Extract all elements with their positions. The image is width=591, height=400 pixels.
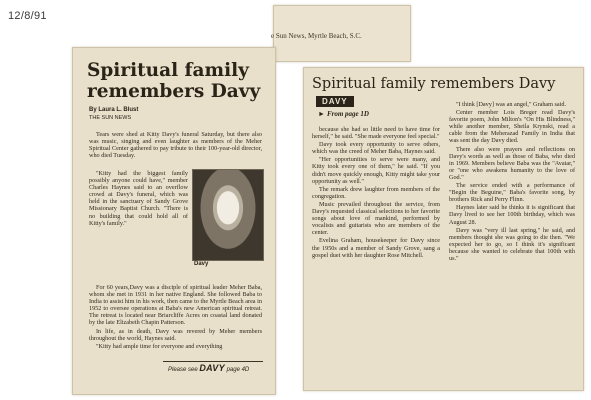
jump-reference bbox=[168, 363, 249, 373]
paragraph: because she had so little need to have time for herself," he said. "She made everyone feel special." bbox=[312, 126, 440, 141]
paragraph: Tears were shed at Kitty Davy's funeral Saturday, but there also was music, singing and even laughter as members of the Meher Spiritual Center gathered to pay tribute to their 100-year-old director, who died Tuesday. bbox=[89, 131, 262, 160]
paragraph: For 60 years,Davy was a disciple of spiritual leader Meher Baba, whom she met in 1931 in her native England. She followed Baba to India to assist him in his work, then came to the Myrtle Beach area in 1952 to oversee operations at Baba's new American spiritual retreat. The retreat is located near Briarcliffe Acres on coastal land donated by the late Elizabeth Chapin Patterson. bbox=[89, 284, 262, 327]
jump-post: page 4D bbox=[226, 367, 250, 373]
paragraph: "Her opportunities to serve were many, and Kitty took every one of them," he said. "If you didn't move quickly enough, Kitty might take your opportunity as well." bbox=[312, 156, 440, 185]
paragraph: The service ended with a performance of "Begin the Beguine," Baba's favorite song, by brothers Rick and Perry Flinn. bbox=[449, 182, 575, 204]
from-page-label: ► From page 1D bbox=[318, 110, 369, 118]
article-clipping-front bbox=[72, 47, 276, 395]
continued-column-1 bbox=[312, 126, 440, 260]
article-body-continued bbox=[89, 284, 262, 351]
paragraph: Evelina Graham, housekeeper for Davy since the 1950s and a member of Sandy Grove, sang a gospel duet with her daughter Rose Mitchell. bbox=[312, 237, 440, 259]
article-headline: Spiritual family remembers Davy bbox=[87, 60, 261, 102]
photo-caption: Davy bbox=[194, 261, 209, 267]
handwritten-date: 12/8/91 bbox=[8, 10, 47, 22]
paragraph: There also were prayers and reflections on Davy's words as well as those of Baba, who died in 1969. Members believe Baba was the "Avatar," or "one who awakens humanity to the love of God." bbox=[449, 145, 575, 181]
paragraph: Davy took every opportunity to serve others, which was the creed of Meher Baba, Haynes said. bbox=[312, 141, 440, 156]
paragraph: Haynes later said he thinks it is significant that Davy lived to see her 100th birthday, which was August 28. bbox=[449, 204, 575, 226]
paragraph: Music prevailed throughout the service, from Davy's requested classical selections to her favorite songs about love of mankind, performed by vocalists and guitarists who are members of the center. bbox=[312, 200, 440, 237]
arrow-right-icon: ► bbox=[318, 110, 325, 118]
jump-pre: Please see bbox=[168, 367, 198, 373]
paragraph: "Kitty had the biggest family possibly anyone could have," member Charles Haynes said to an overflow crowd at Davy's funeral, which was held in the sanctuary of Sandy Grove Missionary Baptist Church. "There is no building that could hold all of Kitty's family." bbox=[89, 170, 188, 227]
paragraph: Davy was "very ill last spring," he said, and members thought she was going to die then. "We expected her to go, so I think it's significant because she wanted to celebrate that 100th with us." bbox=[449, 226, 575, 262]
continued-headline: Spiritual family remembers Davy bbox=[312, 76, 556, 92]
paragraph: "I think [Davy] was an angel," Graham said. bbox=[456, 101, 567, 108]
byline: By Laura L. Blust bbox=[89, 107, 139, 113]
continued-column-2 bbox=[449, 101, 575, 263]
paragraph: "Kitty had ample time for everyone and everything bbox=[96, 342, 223, 350]
portrait-photo bbox=[192, 169, 264, 261]
article-body-beside-photo bbox=[89, 170, 188, 228]
jump-tag: DAVY bbox=[316, 96, 354, 107]
paragraph: In life, as in death, Davy was revered by Meher members throughout the world, Haynes said. bbox=[89, 327, 262, 342]
paragraph: Center member Lois Breger read Davy's favorite poem, John Milton's "On His Blindness," while another member, Sheila Krynski, read a cable from the Meherazad Family in India that was sent the day Davy died. bbox=[449, 109, 575, 145]
article-body-lead bbox=[89, 131, 262, 160]
staff-credit: THE SUN NEWS bbox=[89, 115, 132, 121]
jump-word: DAVY bbox=[199, 363, 225, 373]
jump-rule bbox=[163, 361, 263, 362]
source-line: e Sun News, Myrtle Beach, S.C. bbox=[271, 32, 362, 40]
paragraph: The remark drew laughter from members of the congregation. bbox=[312, 185, 440, 200]
source-clipping bbox=[273, 5, 411, 62]
article-clipping-continued bbox=[303, 67, 584, 391]
